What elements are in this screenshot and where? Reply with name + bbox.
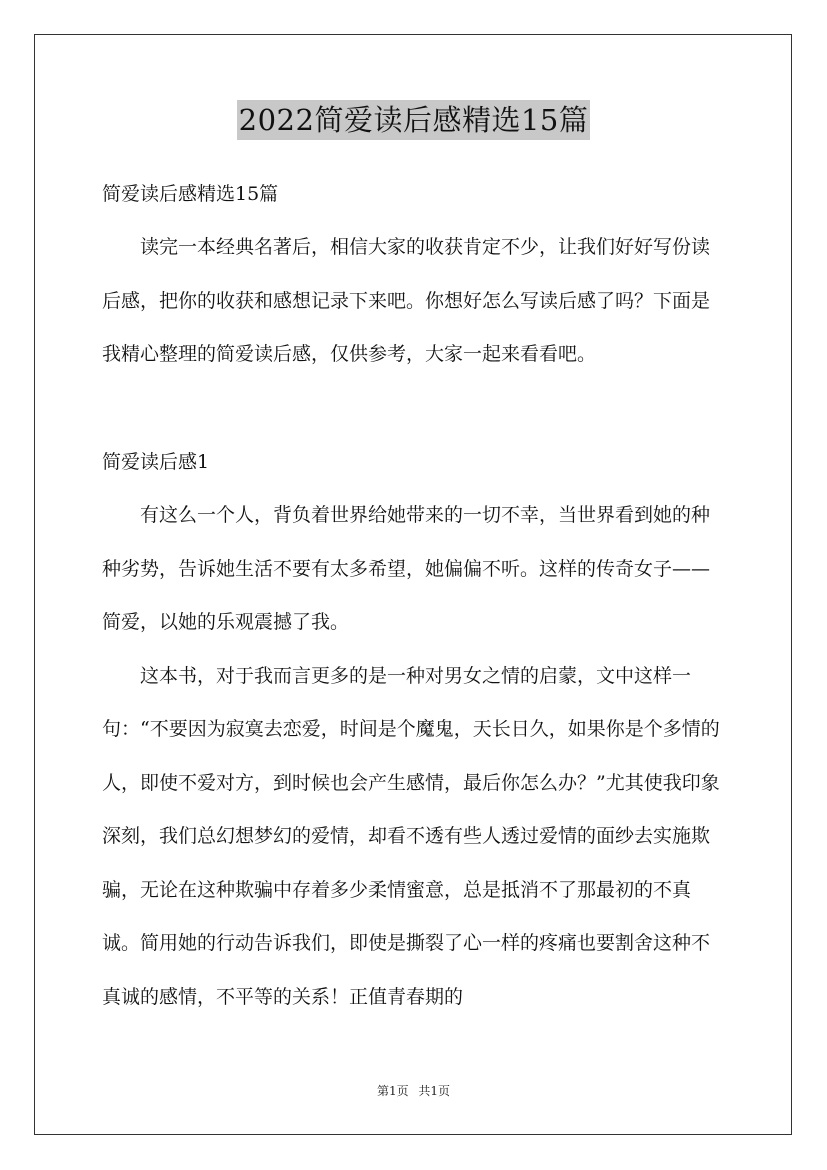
document-subtitle: 简爱读后感精选15篇: [102, 183, 279, 205]
section-heading: 简爱读后感1: [102, 451, 210, 473]
document-title: 2022简爱读后感精选15篇: [237, 100, 591, 140]
section-paragraph: 有这么一个人，背负着世界给她带来的一切不幸，当世界看到她的种种劣势，告诉她生活不要有太多希望，她偏偏不听。这样的传奇女子——简爱，以她的乐观震撼了我。: [102, 504, 711, 633]
intro-paragraph: 读完一本经典名著后，相信大家的收获肯定不少，让我们好好写份读后感，把你的收获和感想记录下来吧。你想好怎么写读后感了吗？下面是我精心整理的简爱读后感，仅供参考，大家一起来看看吧。: [102, 236, 711, 365]
section-paragraph: 这本书，对于我而言更多的是一种对男女之情的启蒙，文中这样一句：“不要因为寂寞去恋爱，时间是个魔鬼，天长日久，如果你是个多情的人，即使不爱对方，到时候也会产生感情，最后你怎么办？”尤其使我印象深刻，我们总幻想梦幻的爱情，却看不透有些人透过爱情的面纱去实施欺骗，无论在这种欺骗中存着多少柔情蜜意，总是抵消不了那最初的不真诚。简用她的行动告诉我们，即使是撕裂了心一样的疼痛也要割舍这种不真诚的感情，不平等的关系！正值青春期的: [102, 664, 720, 1008]
page-number: 第1页: [376, 1084, 409, 1098]
page-total: 共1页: [418, 1084, 451, 1098]
section-body: [102, 489, 726, 1024]
title-container: [0, 100, 827, 140]
page-footer: [0, 1083, 827, 1099]
